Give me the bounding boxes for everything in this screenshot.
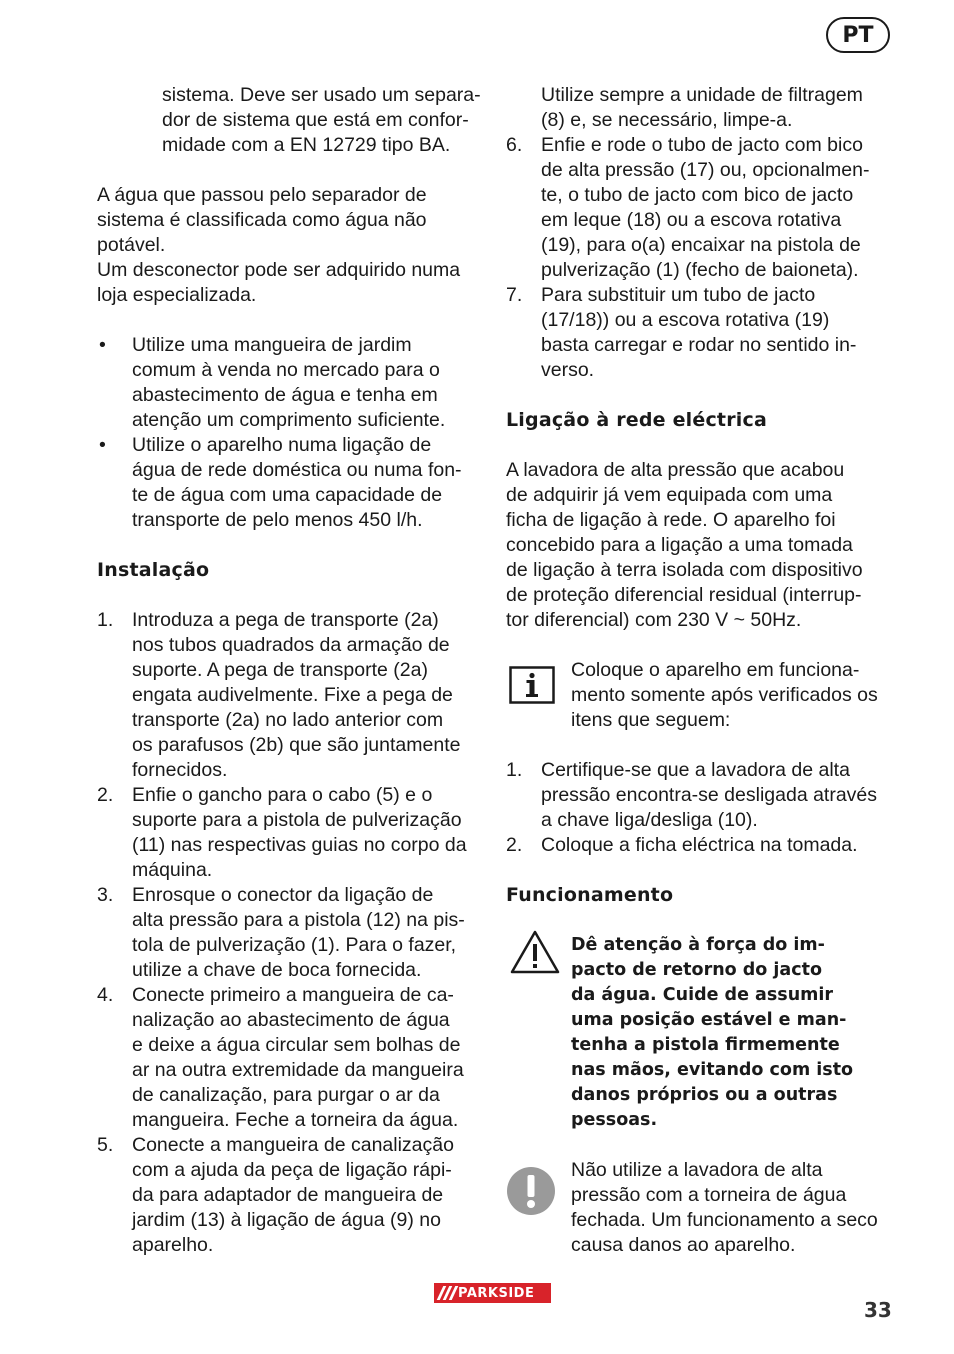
text-line: fechada. Um funcionamento a seco (571, 1209, 878, 1231)
text-line: A água que passou pelo separador de (97, 184, 427, 206)
text-line: ar na outra extremidade da mangueira (132, 1059, 464, 1081)
text-line: em leque (18) ou a escova rotativa (541, 209, 842, 231)
text-line: loja especializada. (97, 284, 257, 306)
text-line: pessoas. (571, 1110, 658, 1130)
section-heading-ligacao: Ligação à rede eléctrica (506, 409, 767, 431)
text-line: potável. (97, 234, 166, 256)
text-line: Enfie o gancho para o cabo (5) e o (132, 784, 433, 806)
text-line: (8) e, se necessário, limpe-a. (541, 109, 793, 131)
text-line: Utilize uma mangueira de jardim (132, 334, 412, 356)
caution-notice (506, 1158, 890, 1258)
text-line: máquina. (132, 859, 213, 881)
text-line: pressão com a torneira de água (571, 1184, 847, 1206)
text-line: a chave liga/desliga (10). (541, 809, 758, 831)
numbered-step (97, 783, 481, 883)
text-line: Certifique-se que a lavadora de alta (541, 759, 850, 781)
text-line: Coloque a ficha eléctrica na tomada. (541, 834, 858, 856)
text-line: de ligação à terra isolada com dispositivo (506, 559, 863, 581)
text-line: Um desconector pode ser adquirido numa (97, 259, 461, 281)
text-line: Utilize o aparelho numa ligação de (132, 434, 432, 456)
text-line: engata audivelmente. Fixe a pega de (132, 684, 453, 706)
text-line: de proteção diferencial residual (interrup- (506, 584, 862, 606)
text-line: fornecidos. (132, 759, 228, 781)
step-number: 2. (97, 784, 114, 806)
text-line: nas mãos, evitando com isto (571, 1060, 854, 1080)
info-icon (509, 666, 555, 711)
bullet-symbol: • (99, 334, 106, 356)
numbered-step (506, 283, 890, 383)
text-line: pulverização (1) (fecho de baioneta). (541, 259, 859, 281)
text-line: nos tubos quadrados da armação de (132, 634, 450, 656)
text-line: jardim (13) à ligação de água (9) no (132, 1209, 441, 1231)
text-line: transporte (2a) no lado anterior com (132, 709, 444, 731)
continuation-text (97, 83, 481, 158)
numbered-step (506, 758, 890, 833)
section-heading-funcionamento: Funcionamento (506, 884, 674, 906)
text-line: os parafusos (2b) que são juntamente (132, 734, 461, 756)
step-number: 6. (506, 134, 523, 156)
step-number: 5. (97, 1134, 114, 1156)
text-line: Para substituir um tubo de jacto (541, 284, 816, 306)
paragraph-separator-info (97, 183, 481, 308)
text-line: Não utilize a lavadora de alta (571, 1159, 823, 1181)
brand-name: PARKSIDE (458, 1285, 535, 1301)
text-line: A lavadora de alta pressão que acabou (506, 459, 845, 481)
language-badge: PT (826, 17, 890, 53)
right-column (506, 83, 890, 1258)
text-line: de canalização, para purgar o ar da (132, 1084, 440, 1106)
text-line: (11) nas respectivas guias no corpo da (132, 834, 467, 856)
left-column (97, 83, 481, 1258)
text-line: ficha de ligação à rede. O aparelho foi (506, 509, 836, 531)
text-line: causa danos ao aparelho. (571, 1234, 796, 1256)
step-continuation (506, 83, 890, 133)
numbered-step (97, 983, 481, 1133)
parkside-logo (434, 1283, 551, 1303)
text-line: Coloque o aparelho em funciona- (571, 659, 860, 681)
text-line: nalização ao abastecimento de água (132, 1009, 450, 1031)
numbered-step (97, 883, 481, 983)
text-line: aparelho. (132, 1234, 214, 1256)
text-line: mangueira. Feche a torneira da água. (132, 1109, 459, 1131)
step-number: 7. (506, 284, 523, 306)
text-line: te, o tubo de jacto com bico de jacto (541, 184, 854, 206)
text-line: tor diferencial) com 230 V ~ 50Hz. (506, 609, 802, 631)
text-line: de adquirir já vem equipada com uma (506, 484, 833, 506)
text-line: dor de sistema que está em confor- (162, 109, 469, 131)
text-line: suporte. A pega de transporte (2a) (132, 659, 428, 681)
bullet-symbol: • (99, 434, 106, 456)
numbered-step (97, 608, 481, 783)
text-line: com a ajuda da peça de ligação rápi- (132, 1159, 452, 1181)
info-notice (506, 658, 890, 733)
text-line: basta carregar e rodar no sentido in- (541, 334, 857, 356)
step-number: 3. (97, 884, 114, 906)
bullet-item (97, 433, 481, 533)
paragraph-ligacao (506, 458, 890, 633)
text-line: tenha a pistola firmemente (571, 1035, 840, 1055)
text-line: (19), para o(a) encaixar na pistola de (541, 234, 861, 256)
text-line: Conecte primeiro a mangueira de ca- (132, 984, 454, 1006)
text-line: te de água com uma capacidade de (132, 484, 443, 506)
bullet-item (97, 333, 481, 433)
text-line: midade com a EN 12729 tipo BA. (162, 134, 451, 156)
text-line: verso. (541, 359, 595, 381)
text-line: pressão encontra-se desligada através (541, 784, 878, 806)
text-line: Dê atenção à força do im- (571, 935, 825, 955)
step-number: 4. (97, 984, 114, 1006)
text-line: concebido para a ligação a uma tomada (506, 534, 853, 556)
text-line: sistema é classificada como água não (97, 209, 427, 231)
exclamation-circle-icon (506, 1166, 556, 1223)
page-number: 33 (864, 1298, 892, 1322)
text-line: danos próprios ou a outras (571, 1085, 838, 1105)
text-line: da água. Cuide de assumir (571, 985, 834, 1005)
text-line: tola de pulverização (1). Para o fazer, (132, 934, 457, 956)
step-number: 1. (506, 759, 523, 781)
text-line: atenção um comprimento suficiente. (132, 409, 446, 431)
text-line: Introduza a pega de transporte (2a) (132, 609, 439, 631)
text-line: de alta pressão (17) ou, opcionalmen- (541, 159, 870, 181)
text-line: utilize a chave de boca fornecida. (132, 959, 422, 981)
text-line: comum à venda no mercado para o (132, 359, 440, 381)
text-line: transporte de pelo menos 450 l/h. (132, 509, 423, 531)
text-line: (17/18)) ou a escova rotativa (19) (541, 309, 830, 331)
step-number: 2. (506, 834, 523, 856)
text-line: Enfie e rode o tubo de jacto com bico (541, 134, 863, 156)
text-line: Conecte a mangueira de canalização (132, 1134, 454, 1156)
text-line: suporte para a pistola de pulverização (132, 809, 462, 831)
text-line: itens que seguem: (571, 709, 731, 731)
text-line: Utilize sempre a unidade de filtragem (541, 84, 863, 106)
text-line: e deixe a água circular sem bolhas de (132, 1034, 461, 1056)
text-line: uma posição estável e man- (571, 1010, 847, 1030)
warning-triangle-icon (509, 929, 561, 983)
section-heading-instalacao: Instalação (97, 559, 210, 581)
numbered-step (506, 833, 890, 858)
text-line: da para adaptador de mangueira de (132, 1184, 444, 1206)
text-line: mento somente após verificados os (571, 684, 878, 706)
numbered-step (506, 133, 890, 283)
text-line: Enrosque o conector da ligação de (132, 884, 434, 906)
text-line: alta pressão para a pistola (12) na pis- (132, 909, 465, 931)
logo-stripes (434, 1283, 458, 1303)
step-number: 1. (97, 609, 114, 631)
text-line: sistema. Deve ser usado um separa- (162, 84, 481, 106)
text-line: pacto de retorno do jacto (571, 960, 822, 980)
numbered-step (97, 1133, 481, 1258)
warning-notice (506, 933, 890, 1133)
text-line: água de rede doméstica ou numa fon- (132, 459, 462, 481)
text-line: abastecimento de água e tenha em (132, 384, 438, 406)
